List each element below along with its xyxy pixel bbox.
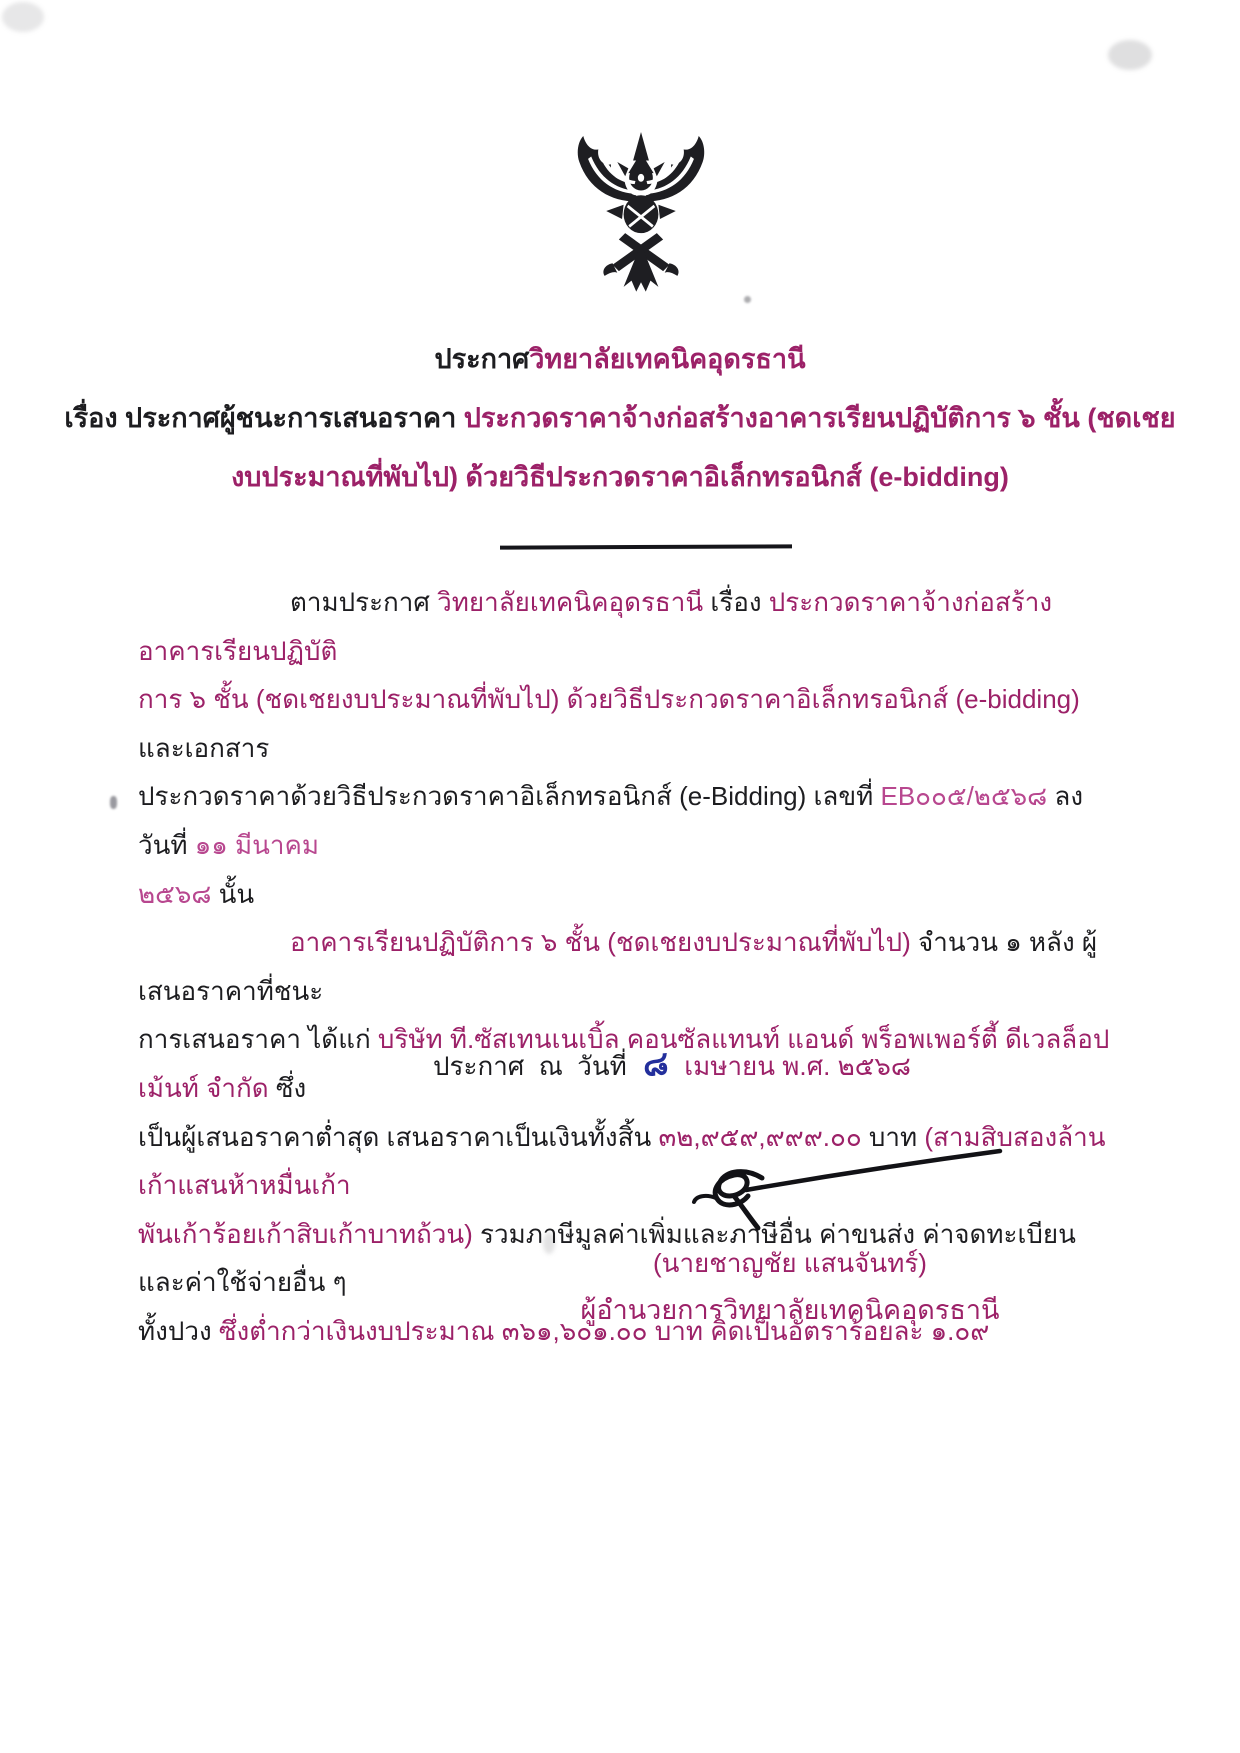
scan-smudge xyxy=(744,296,751,303)
announcement-date-line xyxy=(52,1040,1240,1090)
paragraph1-line1 xyxy=(138,578,1110,675)
text-run-accent: เมษายน พ.ศ. ๒๕๖๘ xyxy=(684,1051,911,1081)
scan-smudge xyxy=(1108,40,1152,70)
text-run-ink: ประกาศ xyxy=(434,344,530,374)
scan-smudge xyxy=(2,2,44,32)
subject-line-2 xyxy=(0,448,1240,507)
text-run-ink: ลงวันที่ xyxy=(138,781,1084,860)
text-run-ink: บาท xyxy=(868,1121,925,1152)
text-run-ink: เป็นผู้เสนอราคาต่ำสุด เสนอราคาเป็นเงินทั้งสิ้น xyxy=(138,1121,659,1152)
text-run-accent2: ๒๕๖๘ xyxy=(138,878,219,909)
signature-ink xyxy=(628,1138,1010,1238)
text-run-ink: เรื่อง ประกาศผู้ชนะการเสนอราคา xyxy=(64,403,464,433)
text-run-ink: ประกวดราคาด้วยวิธีประกวดราคาอิเล็กทรอนิกส์ (e-Bidding) เลขที่ xyxy=(138,781,881,812)
text-run-accent: วิทยาลัยเทคนิคอุดรธานี xyxy=(529,344,806,374)
text-run-ink: นั้น xyxy=(218,878,255,909)
text-run-ink: ซึ่ง xyxy=(275,1072,307,1103)
text-run-accent: ประกวดราคาจ้างก่อสร้างอาคารเรียนปฏิบัติ xyxy=(138,587,1053,666)
text-run-accent: วิทยาลัยเทคนิคอุดรธานี xyxy=(437,587,711,617)
signer-position: ผู้อำนวยการวิทยาลัยเทคนิคอุดรธานี xyxy=(580,1295,1000,1325)
text-run-ink: การเสนอราคา ได้แก่ xyxy=(138,1024,378,1055)
text-run-accent: บริษัท ที.ซัสเทนเนเบิ้ล คอนซัลแทนท์ แอนด์ พร็อพเพอร์ตี้ ดีเวลล็อปเม้นท์ จำกัด xyxy=(138,1024,1110,1103)
signature-block xyxy=(540,1240,1040,1334)
text-run-ink: และเอกสาร xyxy=(138,732,270,763)
announcement-heading xyxy=(0,330,1240,389)
paragraph1-line2 xyxy=(138,675,1110,772)
body-text xyxy=(138,578,1110,1356)
subject-line-1 xyxy=(0,389,1240,448)
divider-rule xyxy=(500,544,792,549)
text-run-accent: (สามสิบสองล้านเก้าแสนห้าหมื่นเก้า xyxy=(138,1121,1106,1201)
paragraph2-line1 xyxy=(138,918,1110,1015)
text-run-accent: ประกวดราคาจ้างก่อสร้างอาคารเรียนปฏิบัติการ ๖ ชั้น (ชดเชย xyxy=(463,403,1176,433)
paragraph1-line4 xyxy=(138,870,1110,919)
signer-name: (นายชาญชัย แสนจันทร์) xyxy=(653,1248,927,1278)
text-run-ink: รวมภาษีมูลค่าเพิ่มและภาษีอื่น ค่าขนส่ง ค่าจดทะเบียน และค่าใช้จ่ายอื่น ๆ xyxy=(138,1218,1084,1298)
title-block xyxy=(0,330,1240,507)
text-run-ink: ตามประกาศ xyxy=(290,587,438,617)
paragraph1-line3 xyxy=(138,772,1110,869)
text-run-hand: ๘ xyxy=(642,1043,669,1084)
text-run-accent: ซึ่งต่ำกว่าเงินงบประมาณ ๓๖๑,๖๐๑.๐๐ บาท คิดเป็นอัตราร้อยละ ๑.๐๙ xyxy=(218,1315,990,1346)
text-run-accent: การ ๖ ชั้น (ชดเชยงบประมาณที่พับไป) ด้วยวิธีประกวดราคาอิเล็กทรอนิกส์ (e-bidding) xyxy=(138,684,1088,715)
text-run-accent: ๓๒,๙๕๙,๙๙๙.๐๐ xyxy=(658,1121,869,1152)
text-run-accent: อาคารเรียนปฏิบัติการ ๖ ชั้น (ชดเชยงบประมาณที่พับไป) xyxy=(290,927,918,958)
text-run-ink: ทั้งปวง xyxy=(138,1315,219,1346)
text-run-accent: พันเก้าร้อยเก้าสิบเก้าบาทถ้วน) xyxy=(138,1218,481,1249)
scan-smudge xyxy=(110,796,117,809)
text-run-accent2: EB๐๐๕/๒๕๖๘ xyxy=(880,781,1055,812)
text-run-accent2: ๑๑ มีนาคม xyxy=(194,829,320,860)
text-run-ink: เรื่อง xyxy=(710,587,769,617)
text-run-ink: ประกาศ ณ วันที่ xyxy=(433,1051,627,1081)
text-run-accent: งบประมาณที่พับไป) ด้วยวิธีประกวดราคาอิเล็กทรอนิกส์ (e-bidding) xyxy=(231,462,1009,492)
text-run-ink: จำนวน ๑ หลัง ผู้เสนอราคาที่ชนะ xyxy=(138,927,1098,1006)
garuda-emblem-icon xyxy=(560,132,722,298)
